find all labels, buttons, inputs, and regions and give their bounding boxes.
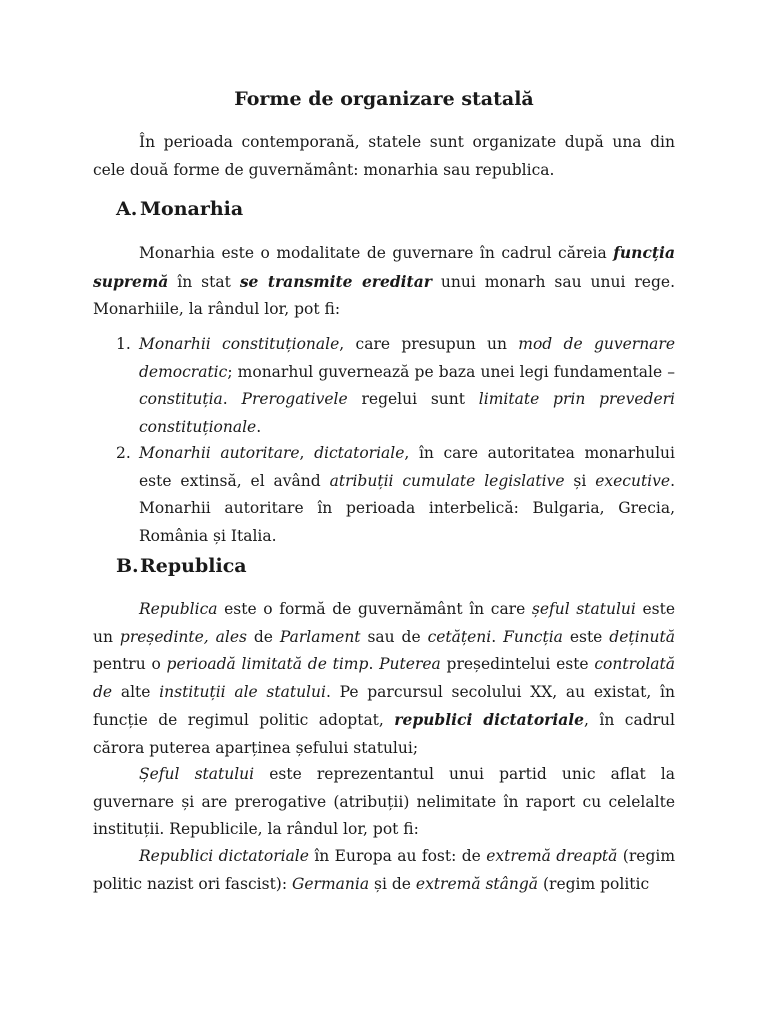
text-run: funcția supremă	[93, 243, 675, 291]
text-run: perioadă limitată de timp	[166, 655, 369, 673]
text-run: și	[564, 471, 596, 490]
text-run: constituția	[139, 390, 223, 408]
text-run: Germania	[292, 874, 370, 893]
text-run: limitate prin prevederi constituționale	[139, 390, 675, 436]
section-a-title: Monarhia	[140, 198, 244, 220]
text-run: extremă stângă	[415, 874, 539, 893]
text-run: instituții ale statului	[159, 682, 326, 701]
text-run: Monarhii autoritare	[139, 444, 300, 462]
text-run: (regim politic	[538, 874, 650, 893]
text-run: Parlament	[279, 627, 361, 646]
text-run: cetățeni	[427, 627, 492, 646]
text-run: în stat	[168, 272, 240, 291]
section-b-marker: B.	[116, 555, 139, 577]
list-item-number: 1.	[116, 335, 131, 353]
text-run: pentru o	[93, 655, 167, 673]
text-run: .	[222, 390, 242, 408]
list-item-text	[139, 440, 675, 550]
text-run: Republica	[139, 600, 218, 618]
text-run: este un	[93, 600, 675, 646]
text-run: ,	[299, 444, 315, 462]
text-run: (regim politic nazist ori fascist):	[93, 847, 676, 893]
text-run: extremă dreaptă	[486, 847, 618, 865]
section-b-heading	[116, 555, 247, 577]
text-run: Șeful statului	[139, 765, 255, 783]
text-run: , în cadrul cărora puterea aparținea șefului statului;	[93, 711, 675, 757]
text-run: .	[368, 655, 380, 673]
text-run: șeful statului	[531, 600, 636, 618]
text-run: , în care autoritatea monarhului este extinsă, el având	[139, 444, 675, 490]
text-run: unui monarh sau unui rege. Monarhiile, la rândul lor, pot fi:	[93, 272, 676, 318]
list-item-text	[139, 331, 675, 441]
section-b-title: Republica	[140, 555, 247, 577]
text-run: dictatoriale	[314, 444, 405, 462]
republica-paragraph	[93, 596, 675, 762]
list-item	[93, 440, 675, 550]
text-run: .	[491, 627, 504, 646]
seful-statului-paragraph	[93, 761, 675, 844]
text-run: .	[256, 417, 262, 436]
list-item	[93, 331, 675, 441]
text-run: este o formă de guvernământ în care	[217, 600, 532, 618]
monarhia-paragraph	[93, 239, 675, 324]
republici-dictatoriale-paragraph	[93, 843, 675, 898]
text-run: Monarhii constituționale	[139, 335, 340, 353]
text-run: președinte, ales	[119, 627, 247, 646]
text-run: Monarhia este o modalitate de guvernare în cadrul căreia	[139, 244, 614, 262]
text-run: . Monarhii autoritare în perioada interbelică: Bulgaria, Grecia, România și Italia.	[139, 471, 676, 545]
text-run: se transmite ereditar	[239, 271, 432, 291]
text-run: executive	[595, 471, 671, 490]
text-run: republici dictatoriale	[394, 710, 585, 729]
text-run: Puterea	[379, 655, 441, 673]
text-run: alte	[112, 682, 160, 701]
text-run: Prerogativele	[241, 390, 348, 408]
intro-paragraph: În perioada contemporană, statele sunt organizate după una din cele două forme de guvernământ: monarhia sau republica.	[93, 133, 675, 179]
text-run: deținută	[609, 627, 675, 646]
list-item-number: 2.	[116, 444, 131, 462]
text-run: mod de guvernare democratic	[139, 335, 676, 381]
text-run: de	[246, 627, 280, 646]
section-a-marker: A.	[116, 198, 138, 220]
page-title: Forme de organizare statală	[234, 88, 534, 110]
text-run: este reprezentantul unui partid unic aflat la guvernare și are prerogative (atribuții) nelimitate în raport cu celelalte instituții. Republicile, la rândul lor, pot fi:	[93, 765, 675, 838]
text-run: ; monarhul guvernează pe baza unei legi fundamentale –	[227, 362, 675, 381]
text-run: și de	[369, 874, 416, 893]
text-run: . Pe parcursul secolului XX, au existat, în funcție de regimul politic adoptat,	[93, 682, 675, 729]
text-run: sau de	[360, 627, 428, 646]
text-run: este	[562, 627, 610, 646]
text-run: , care presupun un	[339, 335, 519, 353]
text-run: Republici dictatoriale	[139, 847, 309, 865]
section-a-heading	[116, 198, 243, 220]
text-run: regelui sunt	[347, 390, 479, 408]
text-run: în Europa au fost: de	[308, 847, 487, 865]
text-run: controlată de	[93, 655, 675, 701]
text-run: președintelui este	[440, 655, 595, 673]
text-run: Funcția	[503, 627, 563, 646]
text-run: atribuții cumulate legislative	[329, 471, 565, 490]
